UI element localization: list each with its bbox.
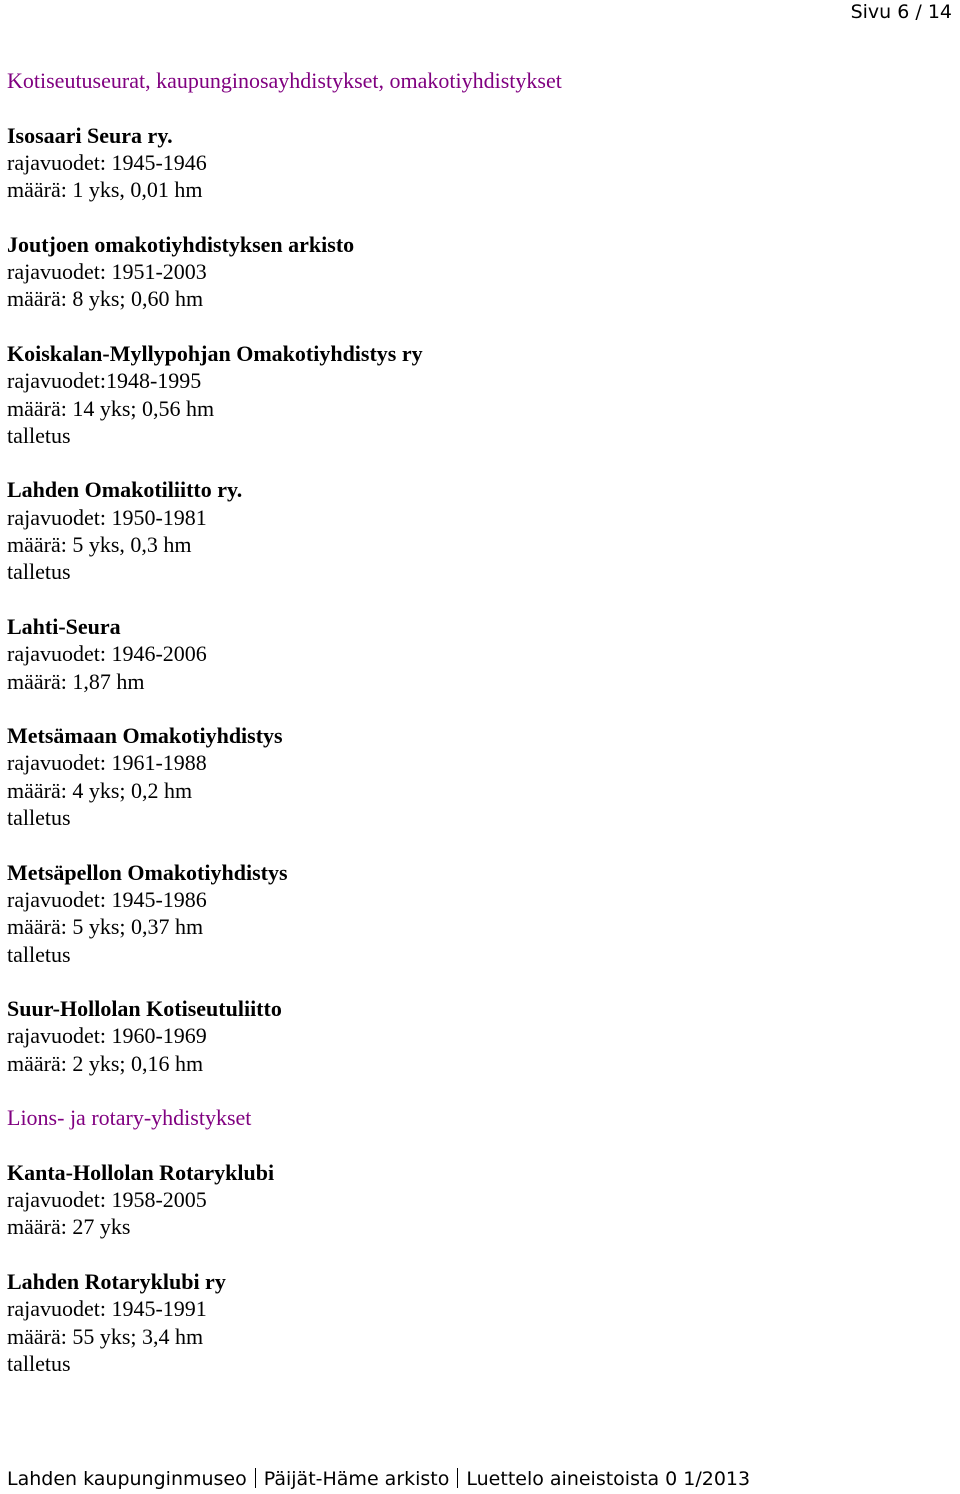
section-heading-block (7, 67, 947, 94)
archive-entry (7, 1159, 947, 1241)
entry-line: määrä: 2 yks; 0,16 hm (7, 1050, 204, 1076)
entry-line: määrä: 8 yks; 0,60 hm (7, 286, 204, 312)
footer-catalogue: Luettelo aineistoista 0 1/2013 (466, 1468, 751, 1490)
archive-entry (7, 122, 947, 204)
entry-line: määrä: 5 yks; 0,37 hm (7, 914, 204, 940)
entry-line: määrä: 27 yks (7, 1214, 131, 1240)
entry-title: Lahti-Seura (7, 613, 121, 639)
entry-title: Koiskalan-Myllypohjan Omakotiyhdistys ry (7, 340, 423, 366)
page-separator: / (909, 1, 928, 23)
entry-title: Isosaari Seura ry. (7, 122, 173, 148)
entry-line: rajavuodet: 1961-1988 (7, 750, 207, 776)
archive-entry (7, 613, 947, 695)
archive-entry (7, 722, 947, 831)
entry-line: määrä: 55 yks; 3,4 hm (7, 1323, 204, 1349)
entry-line: talletus (7, 559, 71, 585)
entry-line: määrä: 1 yks, 0,01 hm (7, 177, 203, 203)
archive-entry (7, 859, 947, 968)
entry-line: rajavuodet: 1945-1986 (7, 886, 207, 912)
entry-line: talletus (7, 422, 71, 448)
entry-line: määrä: 14 yks; 0,56 hm (7, 395, 215, 421)
archive-entry (7, 231, 947, 313)
entry-line: rajavuodet: 1958-2005 (7, 1187, 207, 1213)
entry-line: rajavuodet: 1950-1981 (7, 504, 207, 530)
document-body (7, 67, 947, 1377)
entry-line: talletus (7, 941, 71, 967)
archive-entry (7, 1268, 947, 1377)
entry-line: rajavuodet: 1945-1991 (7, 1296, 207, 1322)
page-total: 14 (927, 1, 952, 23)
entry-line: rajavuodet: 1960-1969 (7, 1023, 207, 1049)
entry-line: rajavuodet:1948-1995 (7, 368, 202, 394)
entry-title: Lahden Rotaryklubi ry (7, 1269, 226, 1295)
entry-title: Joutjoen omakotiyhdistyksen arkisto (7, 231, 355, 257)
entry-title: Kanta-Hollolan Rotaryklubi (7, 1159, 275, 1185)
footer-archive: Päijät-Häme arkisto (263, 1468, 450, 1490)
footer-museum: Lahden kaupunginmuseo (7, 1468, 247, 1490)
page-number (851, 0, 952, 24)
footer-divider (255, 1468, 256, 1488)
footer-divider (457, 1468, 458, 1488)
archive-entry (7, 340, 947, 449)
page-footer (7, 1467, 750, 1491)
entry-line: rajavuodet: 1946-2006 (7, 641, 207, 667)
section-heading: Lions- ja rotary-yhdistykset (7, 1105, 252, 1131)
archive-entry (7, 476, 947, 585)
page-prefix: Sivu (850, 1, 898, 23)
entry-line: talletus (7, 805, 71, 831)
page-current: 6 (897, 1, 910, 23)
entry-line: rajavuodet: 1951-2003 (7, 259, 207, 285)
entry-line: määrä: 5 yks, 0,3 hm (7, 532, 192, 558)
entry-line: talletus (7, 1350, 71, 1376)
entry-title: Suur-Hollolan Kotiseutuliitto (7, 996, 282, 1022)
entry-title: Metsämaan Omakotiyhdistys (7, 723, 283, 749)
entry-title: Lahden Omakotiliitto ry. (7, 477, 243, 503)
entry-line: määrä: 4 yks; 0,2 hm (7, 777, 193, 803)
entry-line: määrä: 1,87 hm (7, 668, 145, 694)
entry-line: rajavuodet: 1945-1946 (7, 149, 207, 175)
entry-title: Metsäpellon Omakotiyhdistys (7, 859, 288, 885)
section-heading-block (7, 1104, 947, 1131)
section-heading: Kotiseutuseurat, kaupunginosayhdistykset, omakotiyhdistykset (7, 68, 562, 93)
archive-entry (7, 995, 947, 1077)
